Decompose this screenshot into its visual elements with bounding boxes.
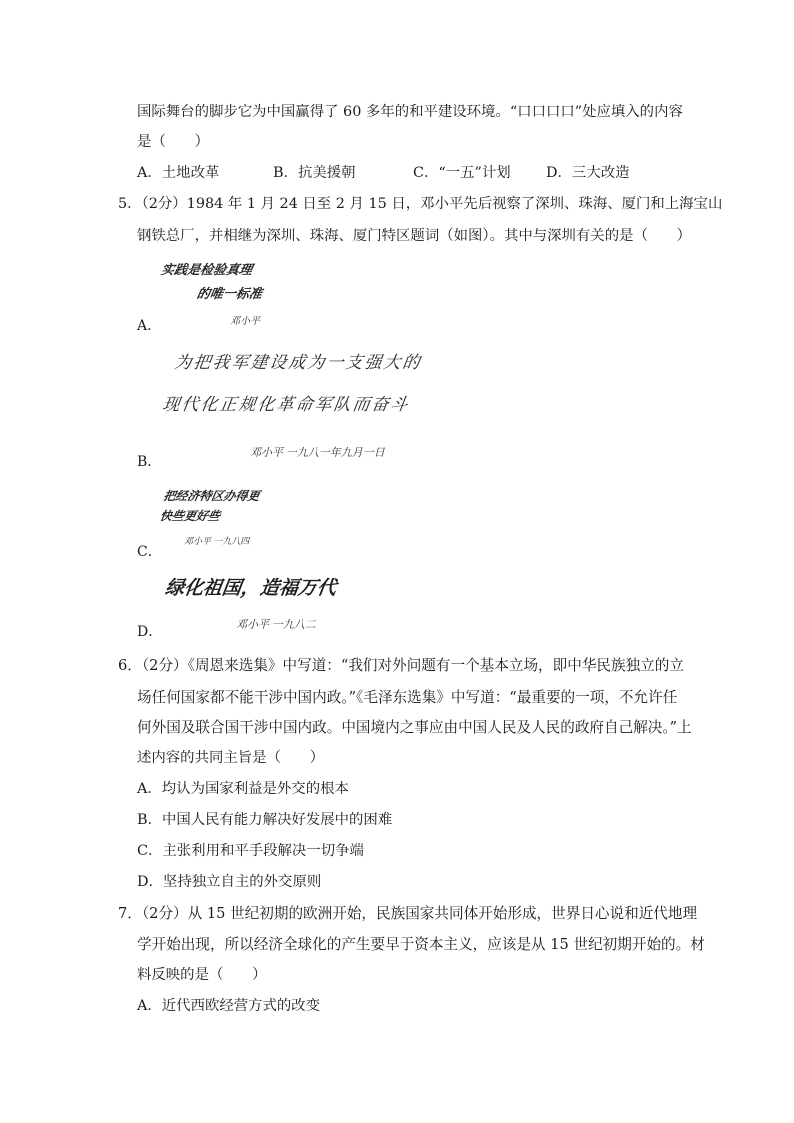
- q6-option-a[interactable]: A．均认为国家利益是外交的根本: [137, 781, 349, 797]
- callig-a-line-2: 的唯一标准: [195, 286, 264, 301]
- q5-option-d-label[interactable]: D．: [137, 624, 163, 640]
- q7-option-a[interactable]: A．近代西欧经营方式的改变: [137, 998, 321, 1014]
- q7-stem-line-3: 料反映的是（ ）: [137, 967, 267, 983]
- callig-d-signature: 邓小平 一九八二: [236, 619, 316, 631]
- callig-b-signature: 邓小平 一九八一年九月一日: [250, 447, 385, 459]
- q4-stem-line-2: 是（ ）: [137, 134, 209, 150]
- callig-d-line-1: 绿化祖国，造福万代: [163, 578, 338, 599]
- q5-stem-line-2: 钢铁总厂，并相继为深圳、珠海、厦门特区题词（如图）。其中与深圳有关的是（ ）: [137, 228, 692, 244]
- callig-c-line-2: 快些更好些: [158, 509, 222, 523]
- callig-a-line-1: 实践是检验真理: [159, 262, 254, 277]
- q5-option-c-calligraphy[interactable]: [160, 482, 278, 554]
- q4-option-d[interactable]: D．三大改造: [546, 165, 630, 181]
- q6-option-d[interactable]: D．坚持独立自主的外交原则: [137, 874, 322, 890]
- q6-stem-line-4: 述内容的共同主旨是（ ）: [137, 750, 325, 766]
- q6-stem-line-1: 6．（2分）《周恩来选集》中写道：“我们对外问题有一个基本立场，即中华民族独立的立: [118, 657, 684, 674]
- callig-b-line-2: 现代化正规化革命军队而奋斗: [161, 395, 411, 414]
- callig-b-line-1: 为把我军建设成为一支强大的: [173, 353, 423, 372]
- q5-option-a-label[interactable]: A．: [137, 318, 162, 334]
- q6-option-c[interactable]: C．主张利用和平手段解决一切争端: [137, 843, 364, 859]
- q5-stem-line-1: 5．（2分）1984 年 1 月 24 日至 2 月 15 日，邓小平先后视察了深圳、珠海、厦门和上海宝山: [118, 196, 723, 212]
- q4-options: [137, 163, 697, 183]
- callig-c-line-1: 把经济特区办得更: [162, 489, 261, 503]
- q5-option-c-label[interactable]: C．: [137, 544, 162, 560]
- q4-stem-line-1: 国际舞台的脚步它为中国赢得了 60 多年的和平建设环境。“口口口口”处应填入的内容: [137, 104, 683, 120]
- q5-option-a-calligraphy[interactable]: [160, 254, 272, 332]
- q6-option-b[interactable]: B．中国人民有能力解决好发展中的困难: [137, 812, 393, 828]
- q7-stem-line-2: 学开始出现，所以经济全球化的产生要早于资本主义，应该是从 15 世纪初期开始的。材: [137, 936, 705, 953]
- q7-stem-line-1: 7．（2分）从 15 世纪初期的欧洲开始，民族国家共同体开始形成，世界日心说和近代地理: [118, 905, 698, 922]
- callig-a-signature: 邓小平: [230, 316, 260, 327]
- q5-option-d-calligraphy[interactable]: [160, 568, 336, 640]
- q4-option-a[interactable]: A．土地改革: [137, 165, 220, 181]
- q6-stem-line-2: 场任何国家都不能干涉中国内政。”《毛泽东选集》中写道：“最重要的一项，不允许任: [137, 689, 678, 706]
- q4-option-c[interactable]: C．“一五”计划: [413, 165, 511, 181]
- q4-option-b[interactable]: B．抗美援朝: [273, 165, 356, 181]
- q5-option-b-label[interactable]: B．: [137, 454, 162, 470]
- q5-option-b-calligraphy[interactable]: [160, 338, 423, 470]
- q6-stem-line-3: 何外国及联合国干涉中国内政。中国境内之事应由中国人民及人民的政府自己解决。”上: [137, 719, 692, 736]
- callig-c-signature: 邓小平 一九八四: [184, 536, 250, 546]
